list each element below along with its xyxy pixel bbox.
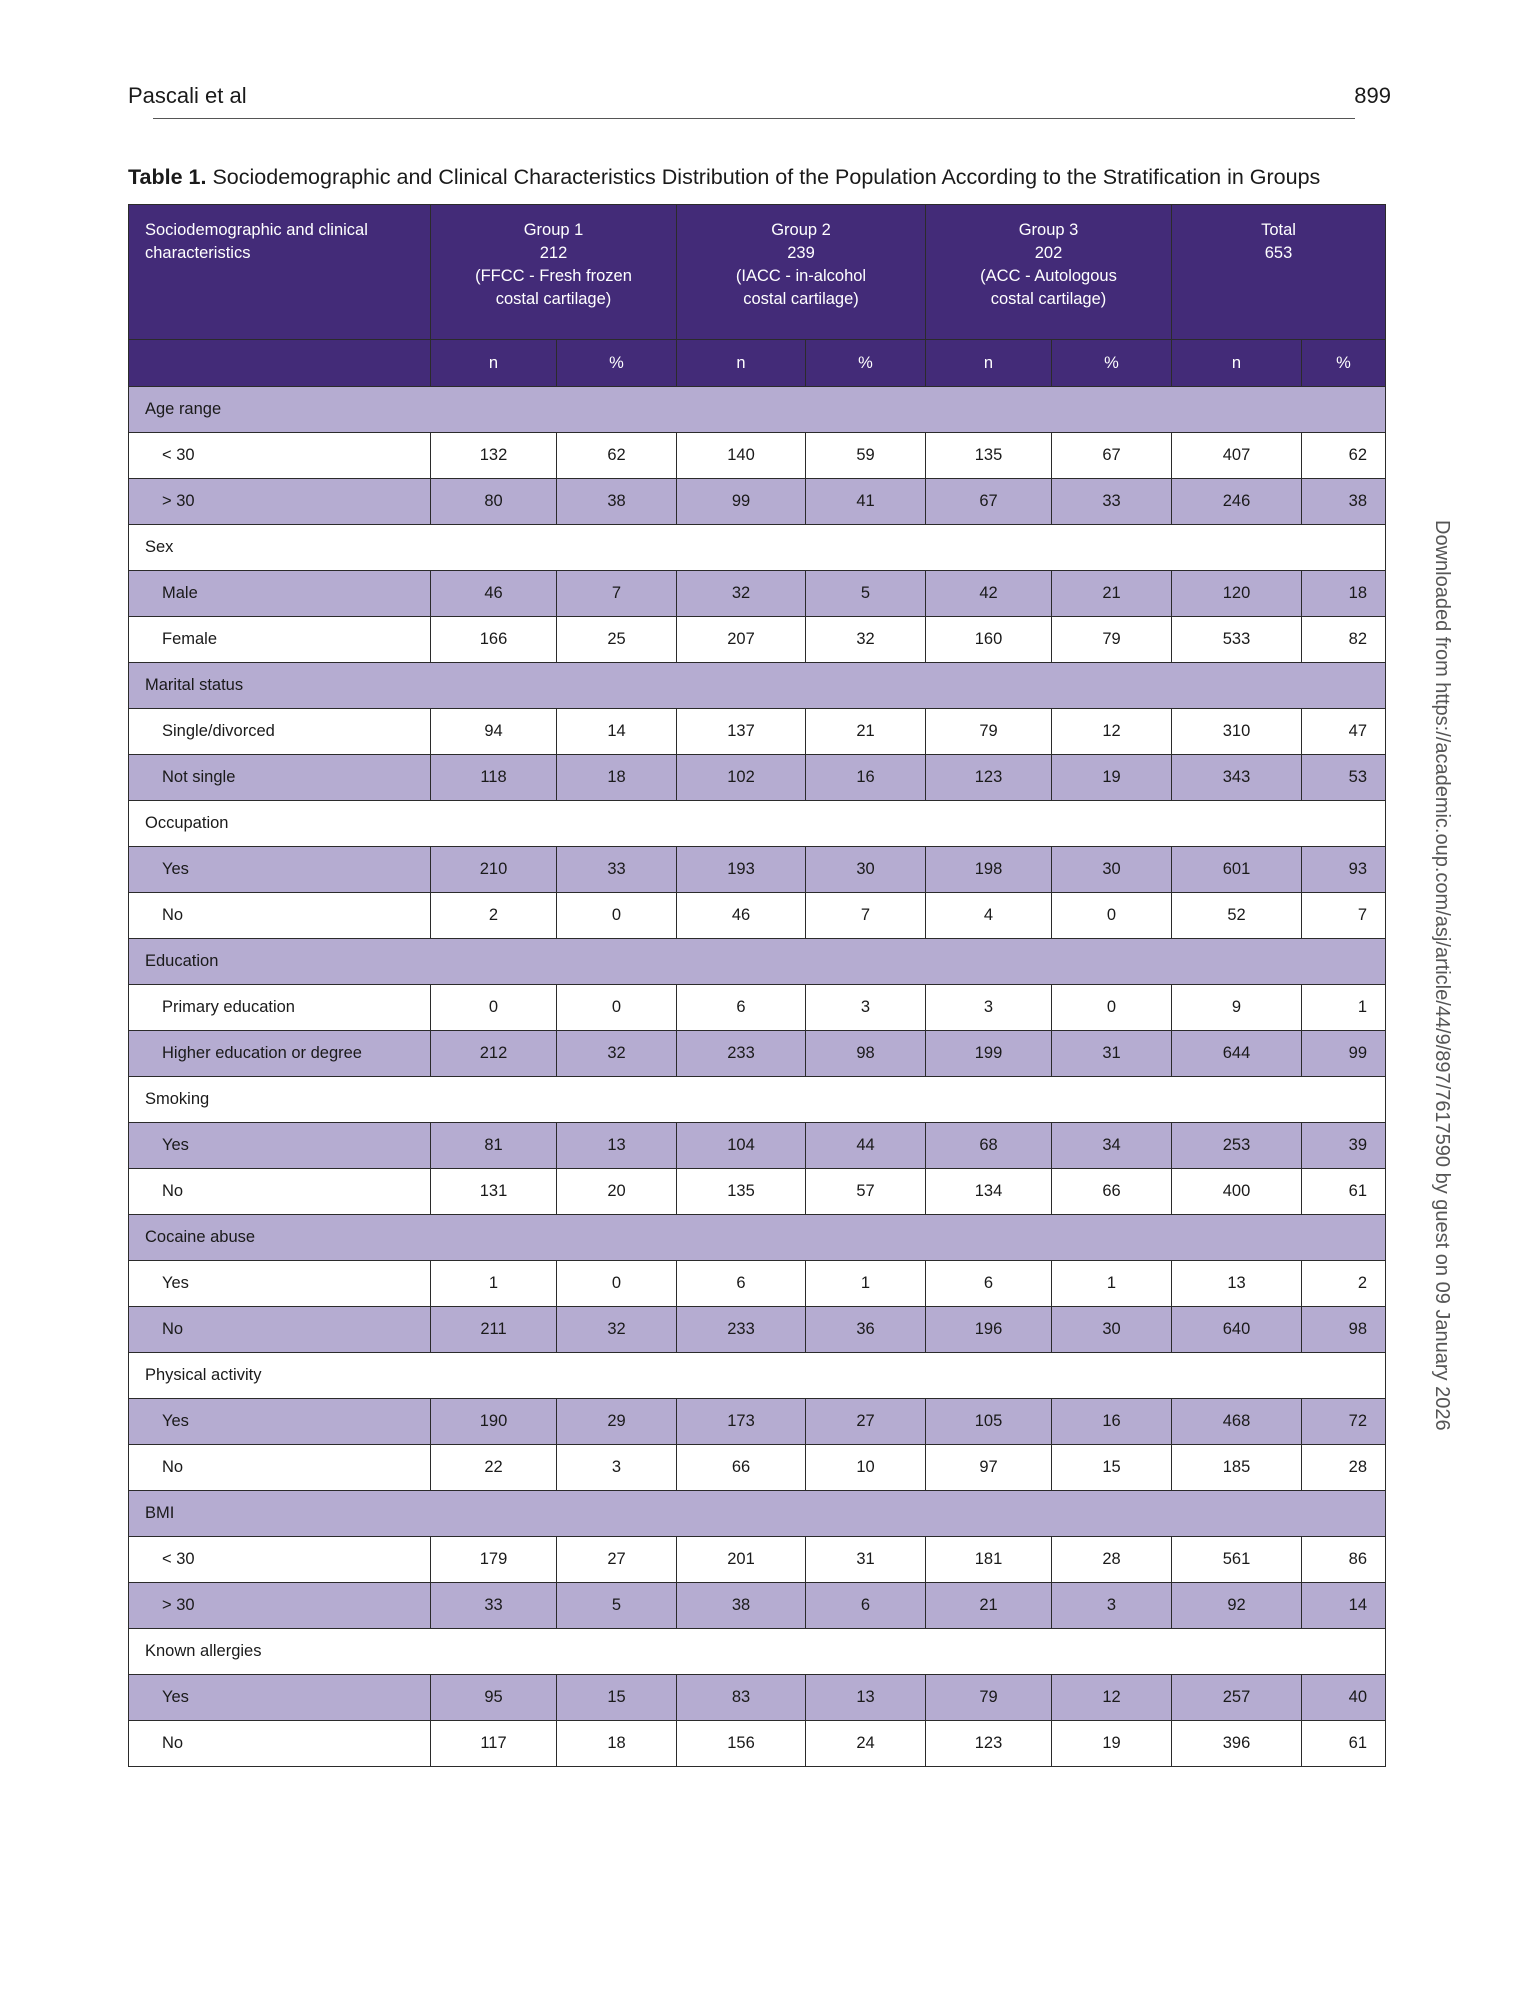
- count-cell: 1: [431, 1261, 557, 1307]
- percent-cell: 19: [1052, 755, 1172, 801]
- count-cell: 196: [926, 1307, 1052, 1353]
- count-cell: 66: [677, 1445, 806, 1491]
- count-cell: 123: [926, 755, 1052, 801]
- percent-cell: 27: [806, 1399, 926, 1445]
- category-label: Smoking: [129, 1077, 1386, 1123]
- table-row: [129, 1169, 1386, 1215]
- count-cell: 83: [677, 1675, 806, 1721]
- percent-cell: 28: [1302, 1445, 1386, 1491]
- row-label: Yes: [129, 847, 431, 893]
- category-row: [129, 939, 1386, 985]
- count-cell: 13: [1172, 1261, 1302, 1307]
- sub-header: %: [1052, 340, 1172, 387]
- sub-header: %: [1302, 340, 1386, 387]
- percent-cell: 0: [557, 893, 677, 939]
- count-cell: 118: [431, 755, 557, 801]
- category-label: Marital status: [129, 663, 1386, 709]
- count-cell: 173: [677, 1399, 806, 1445]
- count-cell: 160: [926, 617, 1052, 663]
- count-cell: 94: [431, 709, 557, 755]
- percent-cell: 72: [1302, 1399, 1386, 1445]
- count-cell: 6: [677, 1261, 806, 1307]
- percent-cell: 36: [806, 1307, 926, 1353]
- table-row: [129, 755, 1386, 801]
- row-label: Single/divorced: [129, 709, 431, 755]
- percent-cell: 7: [1302, 893, 1386, 939]
- percent-cell: 66: [1052, 1169, 1172, 1215]
- count-cell: 179: [431, 1537, 557, 1583]
- group-3-header: Group 3 202 (ACC - Autologous costal cartilage): [926, 205, 1172, 340]
- percent-cell: 16: [1052, 1399, 1172, 1445]
- percent-cell: 61: [1302, 1721, 1386, 1767]
- row-label: No: [129, 1307, 431, 1353]
- table-row: [129, 985, 1386, 1031]
- percent-cell: 59: [806, 433, 926, 479]
- table-row: [129, 433, 1386, 479]
- percent-cell: 0: [1052, 985, 1172, 1031]
- row-label: Yes: [129, 1675, 431, 1721]
- count-cell: 52: [1172, 893, 1302, 939]
- count-cell: 343: [1172, 755, 1302, 801]
- count-cell: 4: [926, 893, 1052, 939]
- count-cell: 104: [677, 1123, 806, 1169]
- count-cell: 533: [1172, 617, 1302, 663]
- percent-cell: 3: [806, 985, 926, 1031]
- percent-cell: 24: [806, 1721, 926, 1767]
- percent-cell: 33: [1052, 479, 1172, 525]
- percent-cell: 57: [806, 1169, 926, 1215]
- corner-header: Sociodemographic and clinical characteristics: [129, 205, 431, 340]
- percent-cell: 38: [1302, 479, 1386, 525]
- category-row: [129, 525, 1386, 571]
- row-label: < 30: [129, 433, 431, 479]
- percent-cell: 20: [557, 1169, 677, 1215]
- percent-cell: 15: [557, 1675, 677, 1721]
- percent-cell: 47: [1302, 709, 1386, 755]
- category-label: Occupation: [129, 801, 1386, 847]
- percent-cell: 38: [557, 479, 677, 525]
- count-cell: 79: [926, 1675, 1052, 1721]
- count-cell: 6: [926, 1261, 1052, 1307]
- percent-cell: 2: [1302, 1261, 1386, 1307]
- category-label: Physical activity: [129, 1353, 1386, 1399]
- table-caption: [128, 165, 1320, 190]
- count-cell: 135: [677, 1169, 806, 1215]
- percent-cell: 93: [1302, 847, 1386, 893]
- count-cell: 407: [1172, 433, 1302, 479]
- percent-cell: 14: [557, 709, 677, 755]
- count-cell: 396: [1172, 1721, 1302, 1767]
- count-cell: 211: [431, 1307, 557, 1353]
- category-row: [129, 387, 1386, 433]
- count-cell: 120: [1172, 571, 1302, 617]
- count-cell: 253: [1172, 1123, 1302, 1169]
- sub-header: n: [677, 340, 806, 387]
- count-cell: 38: [677, 1583, 806, 1629]
- table-row: [129, 893, 1386, 939]
- count-cell: 233: [677, 1307, 806, 1353]
- count-cell: 6: [677, 985, 806, 1031]
- percent-cell: 62: [1302, 433, 1386, 479]
- table-row: [129, 1123, 1386, 1169]
- count-cell: 33: [431, 1583, 557, 1629]
- row-label: Yes: [129, 1123, 431, 1169]
- page-number: 899: [1354, 83, 1391, 108]
- percent-cell: 5: [557, 1583, 677, 1629]
- percent-cell: 31: [806, 1537, 926, 1583]
- percent-cell: 31: [1052, 1031, 1172, 1077]
- count-cell: 0: [431, 985, 557, 1031]
- category-row: [129, 1491, 1386, 1537]
- percent-cell: 15: [1052, 1445, 1172, 1491]
- percent-cell: 3: [1052, 1583, 1172, 1629]
- category-row: [129, 1353, 1386, 1399]
- count-cell: 68: [926, 1123, 1052, 1169]
- row-label: > 30: [129, 1583, 431, 1629]
- download-note: Downloaded from https://academic.oup.com/asj/article/44/9/897/7617590 by guest on 09 January 2026: [1431, 520, 1453, 1431]
- category-label: BMI: [129, 1491, 1386, 1537]
- percent-cell: 82: [1302, 617, 1386, 663]
- category-label: Known allergies: [129, 1629, 1386, 1675]
- category-row: [129, 1629, 1386, 1675]
- count-cell: 156: [677, 1721, 806, 1767]
- count-cell: 32: [677, 571, 806, 617]
- table-row: [129, 1261, 1386, 1307]
- count-cell: 257: [1172, 1675, 1302, 1721]
- count-cell: 140: [677, 433, 806, 479]
- count-cell: 132: [431, 433, 557, 479]
- percent-cell: 14: [1302, 1583, 1386, 1629]
- count-cell: 233: [677, 1031, 806, 1077]
- percent-cell: 12: [1052, 709, 1172, 755]
- category-row: [129, 663, 1386, 709]
- count-cell: 601: [1172, 847, 1302, 893]
- percent-cell: 32: [557, 1307, 677, 1353]
- sub-header: %: [557, 340, 677, 387]
- percent-cell: 5: [806, 571, 926, 617]
- count-cell: 2: [431, 893, 557, 939]
- count-cell: 99: [677, 479, 806, 525]
- percent-cell: 3: [557, 1445, 677, 1491]
- count-cell: 193: [677, 847, 806, 893]
- percent-cell: 33: [557, 847, 677, 893]
- count-cell: 117: [431, 1721, 557, 1767]
- percent-cell: 40: [1302, 1675, 1386, 1721]
- percent-cell: 32: [806, 617, 926, 663]
- sub-header: n: [431, 340, 557, 387]
- count-cell: 80: [431, 479, 557, 525]
- row-label: Yes: [129, 1261, 431, 1307]
- row-label: No: [129, 893, 431, 939]
- percent-cell: 34: [1052, 1123, 1172, 1169]
- category-row: [129, 1215, 1386, 1261]
- category-row: [129, 1077, 1386, 1123]
- count-cell: 9: [1172, 985, 1302, 1031]
- table-row: [129, 1031, 1386, 1077]
- table-row: [129, 1675, 1386, 1721]
- sub-header: n: [1172, 340, 1302, 387]
- percent-cell: 7: [806, 893, 926, 939]
- percent-cell: 0: [557, 985, 677, 1031]
- percent-cell: 98: [1302, 1307, 1386, 1353]
- percent-cell: 61: [1302, 1169, 1386, 1215]
- count-cell: 81: [431, 1123, 557, 1169]
- count-cell: 67: [926, 479, 1052, 525]
- table-row: [129, 847, 1386, 893]
- percent-cell: 18: [557, 1721, 677, 1767]
- percent-cell: 30: [1052, 847, 1172, 893]
- sub-header: n: [926, 340, 1052, 387]
- count-cell: 46: [677, 893, 806, 939]
- count-cell: 3: [926, 985, 1052, 1031]
- count-cell: 212: [431, 1031, 557, 1077]
- percent-cell: 1: [1302, 985, 1386, 1031]
- percent-cell: 21: [1052, 571, 1172, 617]
- count-cell: 95: [431, 1675, 557, 1721]
- table-row: [129, 1307, 1386, 1353]
- percent-cell: 62: [557, 433, 677, 479]
- count-cell: 468: [1172, 1399, 1302, 1445]
- count-cell: 79: [926, 709, 1052, 755]
- count-cell: 198: [926, 847, 1052, 893]
- table-row: [129, 1583, 1386, 1629]
- row-label: > 30: [129, 479, 431, 525]
- count-cell: 185: [1172, 1445, 1302, 1491]
- count-cell: 21: [926, 1583, 1052, 1629]
- running-head-author: Pascali et al: [128, 83, 247, 108]
- percent-cell: 1: [806, 1261, 926, 1307]
- count-cell: 137: [677, 709, 806, 755]
- count-cell: 42: [926, 571, 1052, 617]
- count-cell: 210: [431, 847, 557, 893]
- count-cell: 181: [926, 1537, 1052, 1583]
- sub-header-row: [129, 340, 1386, 387]
- count-cell: 102: [677, 755, 806, 801]
- table-row: [129, 1721, 1386, 1767]
- percent-cell: 99: [1302, 1031, 1386, 1077]
- percent-cell: 18: [1302, 571, 1386, 617]
- count-cell: 134: [926, 1169, 1052, 1215]
- count-cell: 201: [677, 1537, 806, 1583]
- row-label: Not single: [129, 755, 431, 801]
- count-cell: 135: [926, 433, 1052, 479]
- table-row: [129, 571, 1386, 617]
- count-cell: 105: [926, 1399, 1052, 1445]
- table-row: [129, 709, 1386, 755]
- percent-cell: 44: [806, 1123, 926, 1169]
- category-label: Education: [129, 939, 1386, 985]
- count-cell: 190: [431, 1399, 557, 1445]
- table-row: [129, 1445, 1386, 1491]
- count-cell: 166: [431, 617, 557, 663]
- row-label: Higher education or degree: [129, 1031, 431, 1077]
- count-cell: 199: [926, 1031, 1052, 1077]
- percent-cell: 86: [1302, 1537, 1386, 1583]
- count-cell: 310: [1172, 709, 1302, 755]
- row-label: No: [129, 1721, 431, 1767]
- group-header-row: [129, 205, 1386, 340]
- category-row: [129, 801, 1386, 847]
- caption-text: Sociodemographic and Clinical Characteristics Distribution of the Population According to the Stratification in Groups: [212, 165, 1321, 189]
- percent-cell: 67: [1052, 433, 1172, 479]
- percent-cell: 7: [557, 571, 677, 617]
- table-row: [129, 1537, 1386, 1583]
- percent-cell: 0: [1052, 893, 1172, 939]
- percent-cell: 13: [557, 1123, 677, 1169]
- row-label: Primary education: [129, 985, 431, 1031]
- percent-cell: 28: [1052, 1537, 1172, 1583]
- percent-cell: 29: [557, 1399, 677, 1445]
- total-header: Total 653: [1172, 205, 1386, 340]
- group-2-header: Group 2 239 (IACC - in-alcohol costal cartilage): [677, 205, 926, 340]
- percent-cell: 0: [557, 1261, 677, 1307]
- count-cell: 46: [431, 571, 557, 617]
- count-cell: 97: [926, 1445, 1052, 1491]
- percent-cell: 30: [806, 847, 926, 893]
- percent-cell: 19: [1052, 1721, 1172, 1767]
- characteristics-table: [128, 204, 1386, 1767]
- row-label: Female: [129, 617, 431, 663]
- category-label: Age range: [129, 387, 1386, 433]
- table-row: [129, 617, 1386, 663]
- table-row: [129, 1399, 1386, 1445]
- percent-cell: 79: [1052, 617, 1172, 663]
- count-cell: 640: [1172, 1307, 1302, 1353]
- count-cell: 561: [1172, 1537, 1302, 1583]
- header-rule: [153, 118, 1355, 119]
- percent-cell: 18: [557, 755, 677, 801]
- row-label: Male: [129, 571, 431, 617]
- row-label: < 30: [129, 1537, 431, 1583]
- category-label: Cocaine abuse: [129, 1215, 1386, 1261]
- percent-cell: 10: [806, 1445, 926, 1491]
- row-label: No: [129, 1445, 431, 1491]
- count-cell: 123: [926, 1721, 1052, 1767]
- caption-label: Table 1.: [128, 165, 207, 189]
- percent-cell: 30: [1052, 1307, 1172, 1353]
- percent-cell: 6: [806, 1583, 926, 1629]
- percent-cell: 21: [806, 709, 926, 755]
- percent-cell: 41: [806, 479, 926, 525]
- percent-cell: 32: [557, 1031, 677, 1077]
- group-1-header: Group 1 212 (FFCC - Fresh frozen costal cartilage): [431, 205, 677, 340]
- table-row: [129, 479, 1386, 525]
- sub-header-blank: [129, 340, 431, 387]
- count-cell: 131: [431, 1169, 557, 1215]
- percent-cell: 27: [557, 1537, 677, 1583]
- category-label: Sex: [129, 525, 1386, 571]
- sub-header: %: [806, 340, 926, 387]
- count-cell: 644: [1172, 1031, 1302, 1077]
- percent-cell: 16: [806, 755, 926, 801]
- count-cell: 92: [1172, 1583, 1302, 1629]
- count-cell: 400: [1172, 1169, 1302, 1215]
- count-cell: 246: [1172, 479, 1302, 525]
- percent-cell: 25: [557, 617, 677, 663]
- percent-cell: 98: [806, 1031, 926, 1077]
- row-label: No: [129, 1169, 431, 1215]
- count-cell: 22: [431, 1445, 557, 1491]
- percent-cell: 12: [1052, 1675, 1172, 1721]
- percent-cell: 1: [1052, 1261, 1172, 1307]
- percent-cell: 53: [1302, 755, 1386, 801]
- row-label: Yes: [129, 1399, 431, 1445]
- percent-cell: 39: [1302, 1123, 1386, 1169]
- count-cell: 207: [677, 617, 806, 663]
- percent-cell: 13: [806, 1675, 926, 1721]
